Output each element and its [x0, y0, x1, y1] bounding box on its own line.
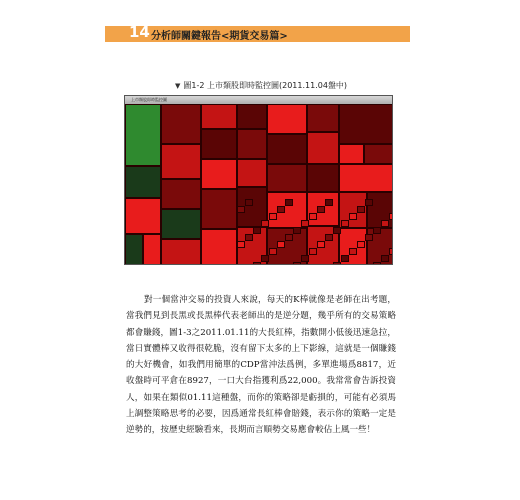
treemap-cell [237, 104, 267, 129]
treemap-subcell [389, 213, 393, 220]
treemap-cell [307, 164, 339, 192]
treemap-cell [237, 129, 267, 159]
treemap-cell [161, 209, 201, 239]
treemap-subcell [381, 255, 389, 262]
treemap-subcell [237, 241, 245, 248]
treemap-subcell [341, 220, 349, 227]
body-paragraph: 對一個當沖交易的投資人來說，每天的K棒就像是老師在出考題，當我們見到長黑或長黑棒代表老師出的是逆分題，幾乎所有的交易策略都會賺錢，圖1-3之2011.01.11的大長紅棒，指數開小低後迅速急拉，當日實體棒又收得很乾脆，沒有留下太多的上下影線，這就是一個賺錢的大好機會，如我們用簡單的CDP當沖法爲例，多單進場爲8817，近收盤時可平倉在8927，一口大台指獲利爲22,000。我常常會告訴投資人，如果在類似01.11這種盤，而你的策略卻是虧損的，可能有必須馬上調整策略思考的必要，因爲通常長紅棒會賠錢，表示你的策略一定是逆勢的，按歷史經驗看來，長期而言順勢交易應會較佔上風一些！ [126, 295, 396, 436]
treemap-subcell [237, 206, 245, 213]
treemap-subcell [365, 199, 373, 206]
treemap-subcell [253, 262, 261, 265]
treemap-subcell [277, 241, 285, 248]
treemap-subcell [245, 234, 253, 241]
treemap-cell [339, 104, 393, 144]
treemap-subcell [373, 262, 381, 265]
treemap-cell [267, 164, 307, 192]
treemap-subcell [349, 248, 357, 255]
treemap-subcell [301, 220, 309, 227]
treemap-subcell [309, 248, 317, 255]
treemap-cell [161, 104, 201, 144]
treemap-subcell [253, 227, 261, 234]
triangle-down-icon: ▼ [175, 82, 181, 90]
treemap-subcell [293, 227, 301, 234]
figure-caption-text: 圖1-2 上市類股即時監控圖(2011.11.04盤中) [183, 81, 348, 90]
treemap-cell [125, 104, 161, 166]
treemap-subcell [365, 234, 373, 241]
treemap-cell [367, 192, 393, 228]
treemap-subcell [293, 262, 301, 265]
treemap-subcell [301, 255, 309, 262]
treemap-subcell [277, 206, 285, 213]
treemap-subcell [325, 199, 333, 206]
treemap-cell [201, 129, 237, 159]
treemap-cell [201, 104, 237, 129]
treemap-subcell [285, 199, 293, 206]
header-title: 分析師關鍵報告<期貨交易篇> [151, 31, 288, 42]
treemap-screenshot [124, 95, 393, 265]
treemap-subcell [325, 234, 333, 241]
treemap-cell [161, 144, 201, 179]
treemap-subcell [317, 206, 325, 213]
treemap-subcell [333, 262, 341, 265]
treemap-cell [267, 134, 307, 164]
treemap-cell [307, 104, 339, 132]
treemap-cell [161, 239, 201, 265]
window-title-bar [125, 96, 392, 104]
treemap-cell [125, 198, 161, 234]
treemap-subcell [333, 227, 341, 234]
figure-caption [175, 80, 347, 91]
treemap-subcell [245, 199, 253, 206]
treemap-subcell [261, 255, 269, 262]
treemap-cell [339, 164, 393, 192]
treemap-subcell [261, 220, 269, 227]
page-number: 14 [129, 23, 150, 41]
treemap-cell [125, 234, 143, 265]
treemap-subcell [285, 234, 293, 241]
window-title: 上市類股即時監控圖 [131, 97, 167, 102]
treemap-subcell [381, 220, 389, 227]
treemap-subcell [349, 213, 357, 220]
treemap-subcell [309, 213, 317, 220]
treemap-cell [161, 179, 201, 209]
body-text [126, 292, 396, 439]
treemap [125, 104, 393, 265]
treemap-cell [201, 159, 237, 189]
treemap-subcell [317, 241, 325, 248]
treemap-subcell [269, 213, 277, 220]
treemap-subcell [389, 248, 393, 255]
treemap-subcell [341, 255, 349, 262]
treemap-cell [307, 132, 339, 164]
treemap-subcell [373, 227, 381, 234]
treemap-subcell [357, 241, 365, 248]
treemap-subcell [357, 206, 365, 213]
treemap-cell [339, 144, 364, 164]
treemap-cell [201, 229, 237, 265]
treemap-cell [364, 144, 393, 164]
treemap-cell [237, 159, 267, 187]
treemap-subcell [269, 248, 277, 255]
treemap-cell [143, 234, 161, 265]
treemap-cell [201, 189, 237, 229]
treemap-cell [267, 104, 307, 134]
treemap-cell [125, 166, 161, 198]
